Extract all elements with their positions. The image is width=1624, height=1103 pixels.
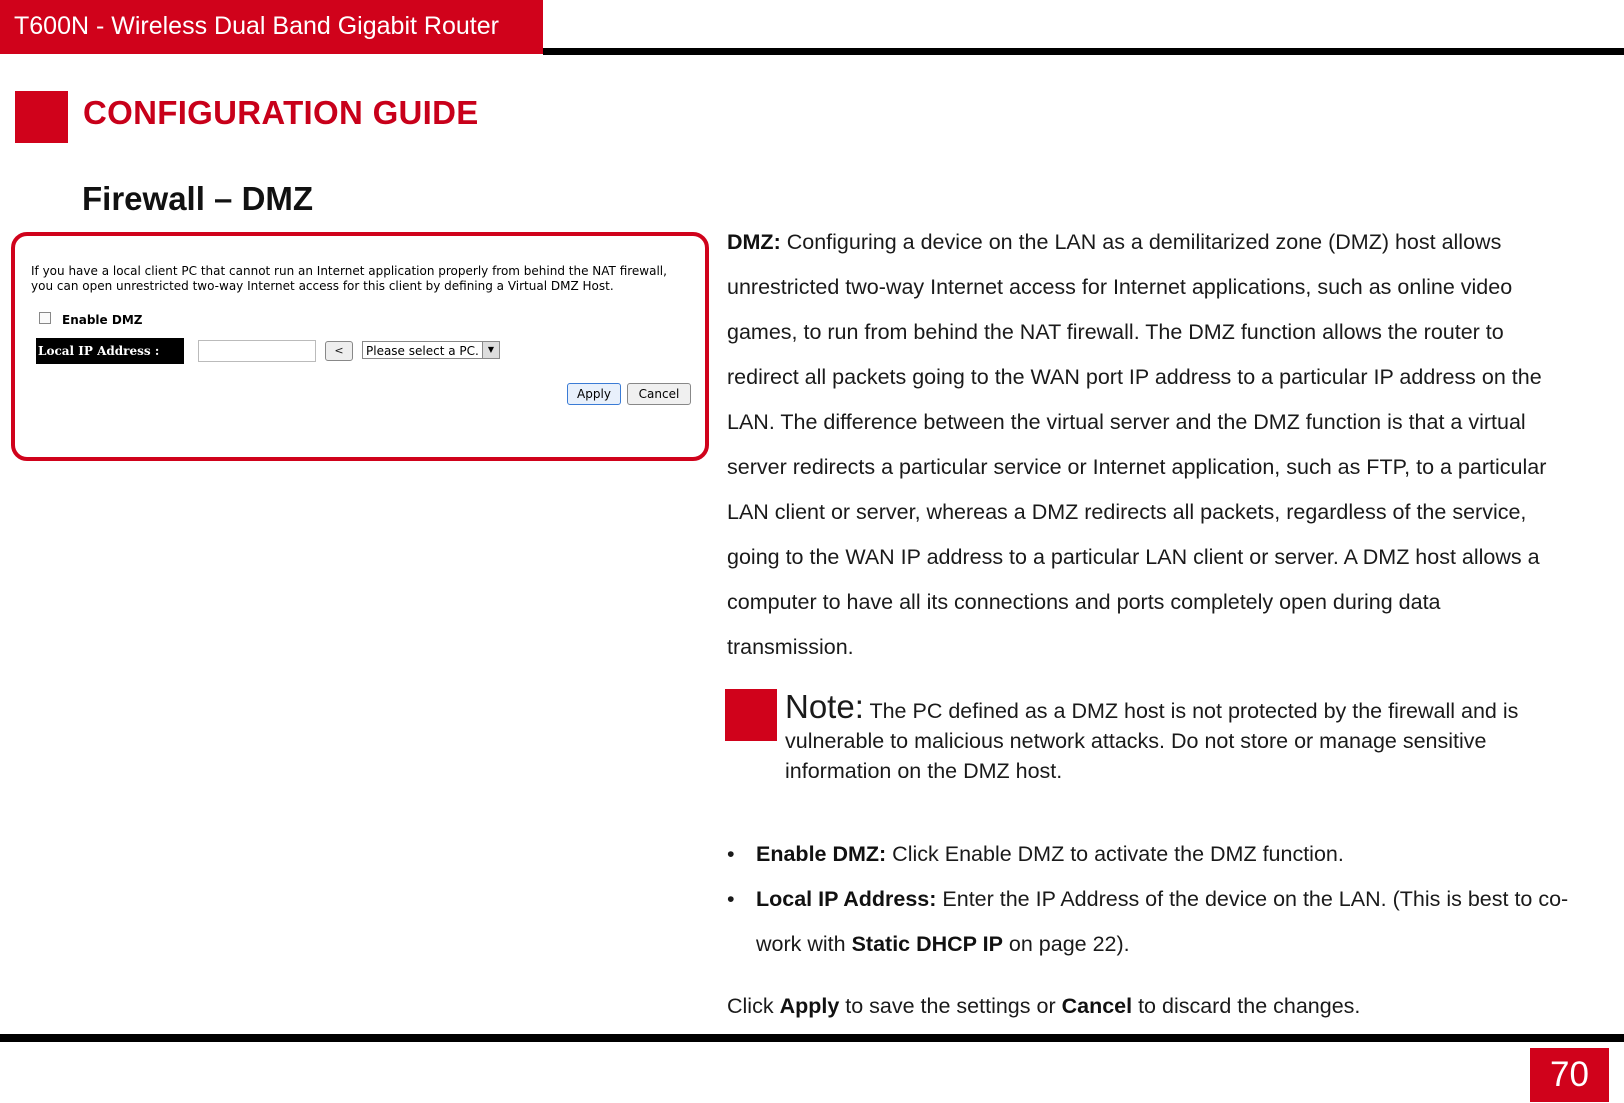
dropdown-arrow-icon[interactable]: ▼: [482, 342, 499, 358]
closing-mid: to save the settings or: [839, 994, 1062, 1018]
closing-post: to discard the changes.: [1132, 994, 1361, 1018]
bullet-tail: on page 22).: [1002, 932, 1130, 956]
header-rule: [543, 48, 1624, 55]
field-list: [727, 832, 1577, 967]
closing-instruction: [727, 991, 1360, 1021]
bullet-term: Local IP Address:: [756, 887, 937, 911]
list-item: [727, 877, 1577, 967]
product-title: T600N - Wireless Dual Band Gigabit Router: [0, 0, 543, 54]
closing-pre: Click: [727, 994, 780, 1018]
enable-dmz-checkbox[interactable]: [39, 312, 51, 324]
bullet-term: Enable DMZ:: [756, 842, 887, 866]
dmz-screenshot-panel: [11, 232, 709, 461]
bullet-text: Enter the IP Address of the device on the LAN. (This is best to co-work with: [756, 887, 1569, 956]
note-text: The PC defined as a DMZ host is not protected by the firewall and is vulnerable to malicious network attacks. Do not store or manage sensitive information on the DMZ host.: [785, 699, 1519, 783]
screenshot-intro: [31, 264, 691, 294]
dmz-description-text: Configuring a device on the LAN as a demilitarized zone (DMZ) host allows unrestricted two-way Internet access for Internet applications, such as online video games, to run from behind the NAT firewall. The DMZ function allows the router to redirect all packets going to the WAN port IP address to a particular IP address on the LAN. The difference between the virtual server and the DMZ function is that a virtual server redirects a particular service or Internet application, such as FTP, to a particular LAN client or server, whereas a DMZ redirects all packets, regardless of the service, going to the WAN IP address to a particular LAN client or server. A DMZ host allows a computer to have all its connections and ports completely open during data transmission.: [727, 230, 1547, 659]
dmz-term: DMZ:: [727, 230, 781, 254]
copy-pc-arrow-button[interactable]: <: [325, 341, 353, 361]
local-ip-input[interactable]: [198, 340, 316, 362]
footer-rule: [0, 1034, 1624, 1042]
note: [785, 688, 1585, 786]
apply-button[interactable]: Apply: [567, 383, 621, 405]
enable-dmz-label: Enable DMZ: [62, 313, 143, 327]
list-item: [727, 832, 1577, 877]
pc-select-value: Please select a PC.: [366, 344, 479, 358]
screenshot-intro-line1: If you have a local client PC that cannot run an Internet application properly from behind the NAT firewall,: [31, 264, 667, 278]
section-title: Firewall – DMZ: [82, 180, 314, 217]
note-marker: [725, 689, 777, 741]
local-ip-label: Local IP Address :: [36, 338, 184, 364]
closing-apply: Apply: [779, 994, 840, 1018]
guide-title: CONFIGURATION GUIDE: [83, 94, 479, 131]
guide-marker: [15, 91, 68, 143]
page-number: 70: [1530, 1048, 1609, 1102]
note-label: Note:: [785, 688, 864, 725]
screenshot-intro-line2: you can open unrestricted two-way Internet access for this client by defining a Virtual DMZ Host.: [31, 279, 614, 293]
bullet-text: Click Enable DMZ to activate the DMZ function.: [886, 842, 1344, 866]
dmz-description: [727, 220, 1557, 670]
bullet-term-inline: Static DHCP IP: [851, 932, 1003, 956]
closing-cancel: Cancel: [1061, 994, 1133, 1018]
pc-select[interactable]: [362, 341, 500, 359]
cancel-button[interactable]: Cancel: [627, 383, 691, 405]
